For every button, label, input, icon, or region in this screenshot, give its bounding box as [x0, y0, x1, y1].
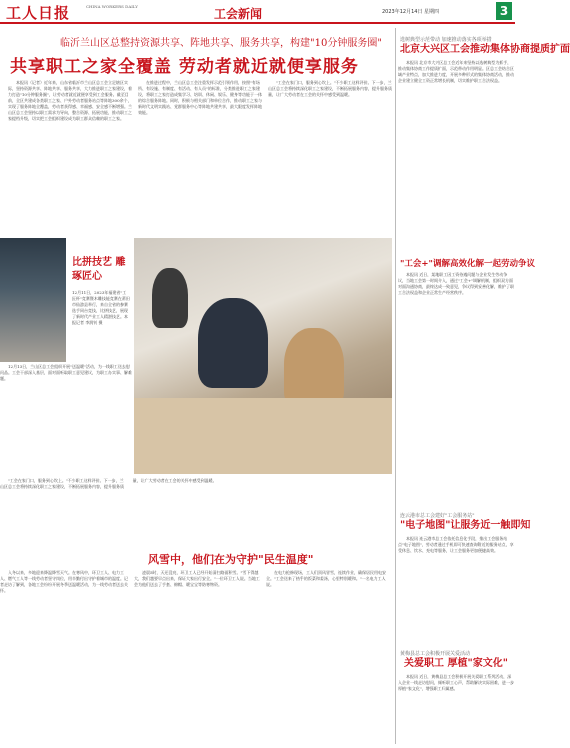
lead-column-3	[268, 80, 392, 236]
lead-continuation	[0, 478, 392, 548]
masthead	[0, 0, 515, 24]
sidebar-story-4-text: 本报讯 近日，黄梅县总工会积极开展关爱职工系列活动，深入企业一线走访慰问，倾听职工心声，帮助解决实际困难，进一步厚植"家文化"，增强职工归属感。	[398, 674, 514, 691]
sidebar-story-1-kicker: 选树典型示范带动 加速推动落实各项举措	[400, 37, 492, 43]
lead-body-3: "工会在家门口，服务到心坎上。"不少职工这样评价。下一步，兰山区总工会将持续深化职工之家建设，不断拓展服务内容，提升服务质量，让广大劳动者在工会的关怀中感受到温暖。	[268, 80, 392, 97]
photo-title: 比拼技艺 雕琢匠心	[72, 257, 126, 282]
lead-body-2: 在推进过程中，兰山区总工会注重发挥示范引领作用，按照"有场所、有设施、有制度、有活动、有人员"的标准，分类推进职工之家建设，将职工之家打造成集学习、培训、休闲、娱乐、健身等功能于一体的综合服务阵地。同时，积极与相关部门和单位合作，推动职工之家与新时代文明实践站、党群服务中心等阵地共建共享，最大限度发挥阵地效能。	[138, 80, 262, 115]
photo-caption: 12月11日，2023年福建省"工匠杯"竞赛暨木雕技能竞赛在莆田市仙游县举行，来自全省的参赛选手同台竞技，比拼技艺，展现了新时代产业工人精湛技艺。本报记者 李润钊 摄	[72, 290, 130, 325]
main-photo-woodcarving[interactable]	[134, 238, 392, 474]
sidebar-story-3-body	[398, 536, 514, 646]
sidebar-story-1-text: 本报讯 北京市大兴区总工会近年来坚持以选树典型为抓手，推动集体协商工作提质扩面，示范带动作用明显。区总工会结合区域产业特点，加大推进力度，开展多种形式的集体协商活动，推动企业建立健全工资正常增长机制，切实维护职工合法权益。	[398, 60, 514, 83]
lead-column-1	[8, 80, 134, 236]
lead-headline[interactable]: 共享职工之家全覆盖 劳动者就近就便享服务	[10, 57, 359, 77]
masthead-subtitle: CHINA WORKERS DAILY	[86, 4, 138, 9]
sidebar-divider	[395, 28, 396, 744]
sidebar-story-3-text: 本报讯 连云港市总工会依托信息化手段，推出工会服务站点"电子地图"，劳动者通过手机即可快速查询附近的服务站点，享受休息、饮水、充电等服务，让工会服务更加便捷高效。	[398, 536, 514, 553]
second-column-1	[0, 570, 130, 746]
sidebar-story-2-title[interactable]: "工会+"调解高效化解一起劳动争议	[400, 259, 535, 269]
photo-caption-block	[72, 256, 130, 326]
issue-date: 2023年12月14日 星期四	[382, 9, 440, 15]
sidebar-story-3-title[interactable]: "电子地图"让服务近一触即知	[400, 520, 531, 531]
lead-column-2	[138, 80, 264, 236]
second-body-2: 凌晨5时，天还没亮，环卫工人已经开始清扫路面积雪。"雪下得越大，我们越要早点出来，保证大家出行安全。"一位环卫工人说。当地工会为他们送去了手套、棉帽、暖宝宝等防寒物资。	[134, 570, 260, 587]
photo-figure-2	[198, 298, 268, 388]
second-column-2	[134, 570, 262, 746]
lead-byline: 本报讯（记者）	[16, 80, 44, 85]
page-number: 3	[496, 2, 512, 20]
second-column-3	[266, 570, 392, 746]
secondary-photo[interactable]	[0, 238, 66, 362]
sidebar-story-2-text: 本报讯 近日，某地职工因工资待遇问题与企业发生劳动争议，当地工会第一时间介入，通过"工会+"调解机制，组织双方面对面沟通协商，最终达成一致意见，争议得到妥善化解，维护了职工合法权益和企业正常生产经营秩序。	[398, 272, 514, 295]
lead-kicker: 临沂兰山区总整持资源共享、阵地共享、服务共享，构建"10分钟服务圈"	[60, 38, 382, 49]
photo-figure-3	[284, 328, 344, 408]
second-story-title[interactable]: 风雪中，他们在为守护"民生温度"	[148, 553, 314, 566]
newspaper-logo[interactable]: 工人日报	[6, 4, 71, 22]
second-body: 入冬以来，多地迎来降温降雪天气。在寒风中，环卫工人、电力工人、燃气工人等一线劳动者坚守岗位，用辛勤付出守护着城市的温度。记者走访了解到，各地工会纷纷开展冬季送温暖活动，为一线劳动者送去关怀。	[0, 570, 128, 593]
lead-body: 近年来，山东省临沂市兰山区总工会立足辖区实际，坚持资源共享、阵地共享、服务共享，大力推进职工之家建设，着力打造"10分钟服务圈"，让劳动者就近就便享受到工会服务。截至目前，全区共建成各类职工之家、户外劳动者服务站点等阵地300余个，实现了服务阵地全覆盖，劳动者获得感、幸福感、安全感不断增强。兰山区总工会坚持以职工需求为导向，整合资源、拓展功能，推动职工之家提档升级，切实把工会组织建设成为职工群众信赖的职工之家。	[8, 80, 132, 121]
sub-story-text: 12月13日，兰山区总工会组织开展"送温暖"活动，为一线职工送去慰问品。工会干部深入基层，面对面听取职工意见建议，为职工办实事、解难题。	[0, 364, 132, 381]
sidebar-story-1-title[interactable]: 北京大兴区工会推动集体协商提质扩面	[400, 44, 570, 55]
sidebar-story-2-body	[398, 272, 514, 508]
sidebar-story-4-kicker: 黄梅县总工会积极开展关爱活动	[400, 651, 471, 657]
photo-figure-1	[152, 268, 188, 328]
second-body-3: 在电力抢修现场，工人们顶风冒雪，连续作业，确保居民用电安全。"工会送来了热乎的饭菜和姜汤，心里特别暖和。"一名电力工人说。	[266, 570, 386, 587]
sub-story-body	[0, 364, 132, 468]
sidebar-story-4-title[interactable]: 关爱职工 厚植"家文化"	[404, 658, 508, 669]
lead-continuation-text: "工会在家门口，服务到心坎上。"不少职工这样评价。下一步，兰山区总工会将持续深化职工之家建设，不断拓展服务内容，提升服务质量，让广大劳动者在工会的关怀中感受到温暖。	[0, 478, 217, 489]
sidebar-story-4-body	[398, 674, 514, 746]
sidebar-story-3-kicker: 连云港市总工会建好"工会服务站"	[400, 513, 475, 519]
photo-workbench	[134, 398, 392, 474]
sidebar-story-1-body	[398, 60, 514, 252]
section-name: 工会新闻	[214, 7, 263, 21]
